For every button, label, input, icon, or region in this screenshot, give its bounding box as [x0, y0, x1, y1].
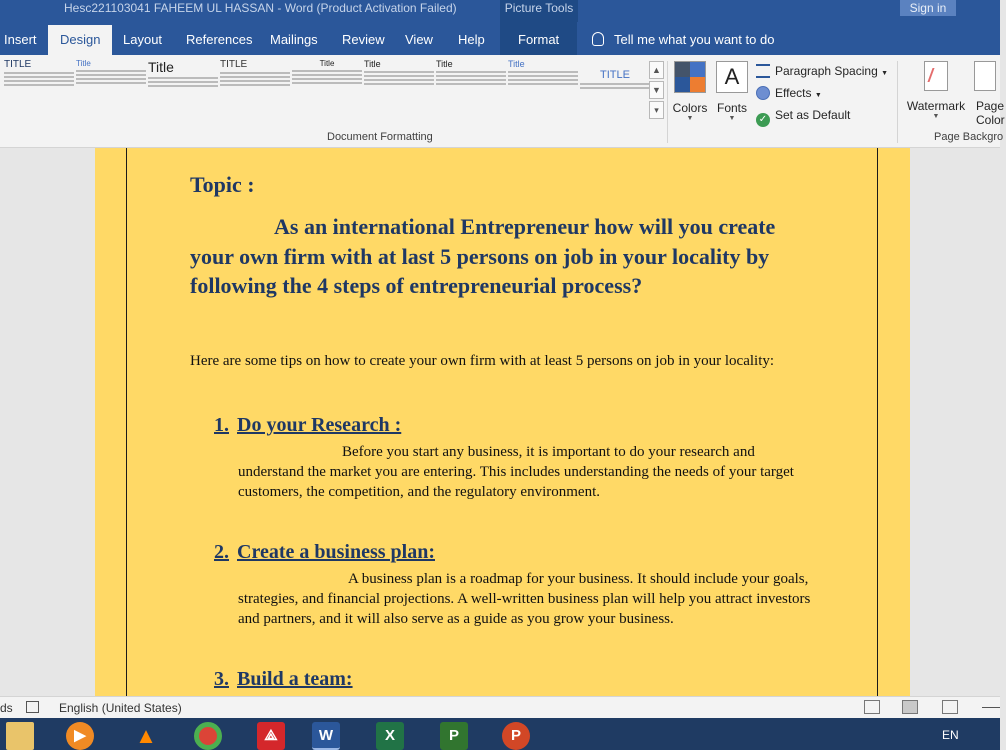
set-as-default-label: Set as Default — [775, 108, 851, 122]
gallery-scroll — [649, 61, 665, 121]
format-commands — [756, 63, 896, 129]
checkmark-icon: ✓ — [756, 113, 770, 127]
page-color-label-line2: Color — [976, 113, 1005, 127]
word-count-fragment[interactable]: ds — [0, 701, 13, 715]
tell-me-search[interactable] — [592, 22, 774, 55]
group-label-document-formatting: Document Formatting — [327, 131, 433, 143]
style-thumb[interactable] — [148, 59, 218, 115]
effects-icon — [756, 86, 770, 100]
vlc-icon[interactable]: ▲ — [135, 723, 157, 748]
chevron-down-icon: ▼ — [881, 70, 889, 77]
tab-insert[interactable]: Insert — [4, 32, 37, 47]
style-thumb[interactable] — [580, 59, 650, 115]
section-heading[interactable] — [214, 541, 435, 564]
gallery-more-icon[interactable]: ▾ — [649, 101, 664, 119]
watermark-icon — [924, 61, 948, 91]
font-icon: A — [716, 61, 748, 93]
colors-label: Colors — [672, 101, 708, 115]
section-number: 1. — [214, 414, 229, 436]
style-thumb-title: Title — [508, 59, 525, 69]
style-thumb-title: Title — [364, 59, 381, 69]
set-as-default-button[interactable] — [756, 107, 896, 129]
section-heading[interactable] — [214, 414, 401, 437]
tab-design[interactable]: Design — [48, 25, 112, 55]
document-page[interactable] — [95, 148, 910, 708]
tab-format[interactable]: Format — [500, 22, 577, 55]
chrome-icon[interactable] — [194, 722, 222, 750]
color-palette-icon — [674, 61, 706, 93]
acrobat-icon[interactable]: ⟁ — [257, 722, 285, 750]
paragraph-spacing-icon — [756, 64, 770, 78]
input-language[interactable]: EN — [942, 728, 959, 742]
page-color-button[interactable] — [966, 61, 1006, 131]
chevron-down-icon: ▼ — [686, 115, 694, 122]
status-bar — [0, 696, 1000, 718]
tell-me-text: Tell me what you want to do — [614, 32, 775, 47]
colors-button[interactable] — [672, 61, 708, 131]
project-icon[interactable]: P — [440, 722, 468, 750]
paragraph-spacing-button[interactable] — [756, 63, 896, 85]
tab-references[interactable]: References — [186, 32, 253, 47]
effects-label: Effects — [775, 86, 812, 100]
section-heading-text: Build a team: — [237, 668, 353, 690]
section-heading-text: Create a business plan: — [237, 541, 435, 563]
paragraph-spacing-label: Paragraph Spacing — [775, 64, 878, 78]
sign-in-button[interactable]: Sign in — [900, 0, 956, 16]
page-color-label — [966, 99, 1006, 127]
watermark-label: Watermark — [906, 99, 966, 113]
powerpoint-icon[interactable]: P — [502, 722, 530, 750]
style-thumb[interactable] — [220, 59, 290, 115]
tab-help[interactable]: Help — [458, 32, 485, 47]
fonts-button[interactable] — [714, 61, 750, 131]
watermark-button[interactable] — [904, 61, 968, 131]
section-number: 2. — [214, 541, 229, 563]
gallery-down-icon[interactable]: ▼ — [649, 81, 664, 99]
file-explorer-icon[interactable] — [6, 722, 34, 750]
style-thumb[interactable] — [508, 59, 578, 115]
page-color-label-line1: Page — [976, 99, 1005, 113]
taskbar — [0, 718, 1000, 750]
style-thumb-title: Title — [148, 59, 174, 75]
proofing-icon[interactable] — [26, 701, 39, 713]
section-heading[interactable] — [214, 668, 353, 691]
tab-view[interactable]: View — [405, 32, 433, 47]
ribbon-design — [0, 55, 1005, 148]
style-set-gallery — [0, 59, 648, 115]
style-thumb-title: Title — [76, 59, 91, 68]
web-layout-icon[interactable] — [942, 700, 958, 714]
effects-button[interactable] — [756, 85, 896, 107]
print-layout-icon[interactable] — [902, 700, 918, 714]
section-body[interactable]: A business plan is a roadmap for your business. It should include your goals, strategies, and financial projections. A well-written business plan will help you attract investors and partners, and it will also serve as a guide as you grow your business. — [238, 571, 811, 627]
style-thumb[interactable] — [436, 59, 506, 115]
language-indicator[interactable]: English (United States) — [59, 701, 182, 715]
chevron-down-icon: ▼ — [814, 92, 822, 99]
chevron-down-icon: ▼ — [932, 113, 940, 120]
gallery-up-icon[interactable]: ▲ — [649, 61, 664, 79]
topic-heading[interactable]: Topic : — [190, 172, 255, 197]
title-bar — [0, 0, 1000, 22]
ribbon-separator — [897, 61, 898, 143]
tab-layout[interactable]: Layout — [123, 32, 163, 47]
read-mode-icon[interactable] — [864, 700, 880, 714]
style-thumb-title: Title — [319, 59, 335, 68]
style-thumb-title: TITLE — [600, 69, 630, 81]
chevron-down-icon: ▼ — [728, 115, 736, 122]
section-body[interactable]: Before you start any business, it is important to do your research and understand the market you are entering. This includes understanding the needs of your target customers, the competition, and the regulatory environment. — [238, 444, 794, 500]
ribbon-tabs — [0, 22, 1000, 55]
ribbon-separator — [667, 61, 668, 143]
style-thumb[interactable] — [364, 59, 434, 115]
fonts-label: Fonts — [716, 101, 747, 115]
question-text[interactable]: As an international Entrepreneur how will you create your own firm with at last 5 persons on job in your locality by following the 4 steps of entrepreneurial process? — [190, 214, 776, 298]
zoom-slider[interactable] — [982, 707, 1000, 708]
style-thumb[interactable] — [76, 59, 146, 115]
document-canvas[interactable] — [0, 148, 1000, 696]
word-icon[interactable]: W — [312, 722, 340, 750]
media-player-icon[interactable]: ▶ — [66, 722, 94, 750]
group-label-page-background: Page Backgro — [934, 131, 1004, 143]
style-thumb[interactable] — [4, 59, 74, 115]
section-number: 3. — [214, 668, 229, 690]
style-thumb-title: TITLE — [4, 59, 32, 70]
style-thumb-title: Title — [436, 59, 453, 69]
window-title: Hesc221103041 FAHEEM UL HASSAN - Word (Product Activation Failed) — [64, 1, 457, 15]
tab-mailings[interactable]: Mailings — [270, 32, 318, 47]
page-color-icon — [974, 61, 996, 91]
excel-icon[interactable]: X — [376, 722, 404, 750]
lightbulb-icon — [592, 32, 604, 46]
intro-paragraph[interactable]: Here are some tips on how to create your own firm with at least 5 persons on job in your locality: — [190, 353, 775, 369]
tab-review[interactable]: Review — [342, 32, 385, 47]
style-thumb-title: TITLE — [220, 59, 248, 70]
style-thumb[interactable] — [292, 59, 362, 115]
picture-tools-label: Picture Tools — [500, 0, 578, 22]
section-heading-text: Do your Research : — [237, 414, 402, 436]
